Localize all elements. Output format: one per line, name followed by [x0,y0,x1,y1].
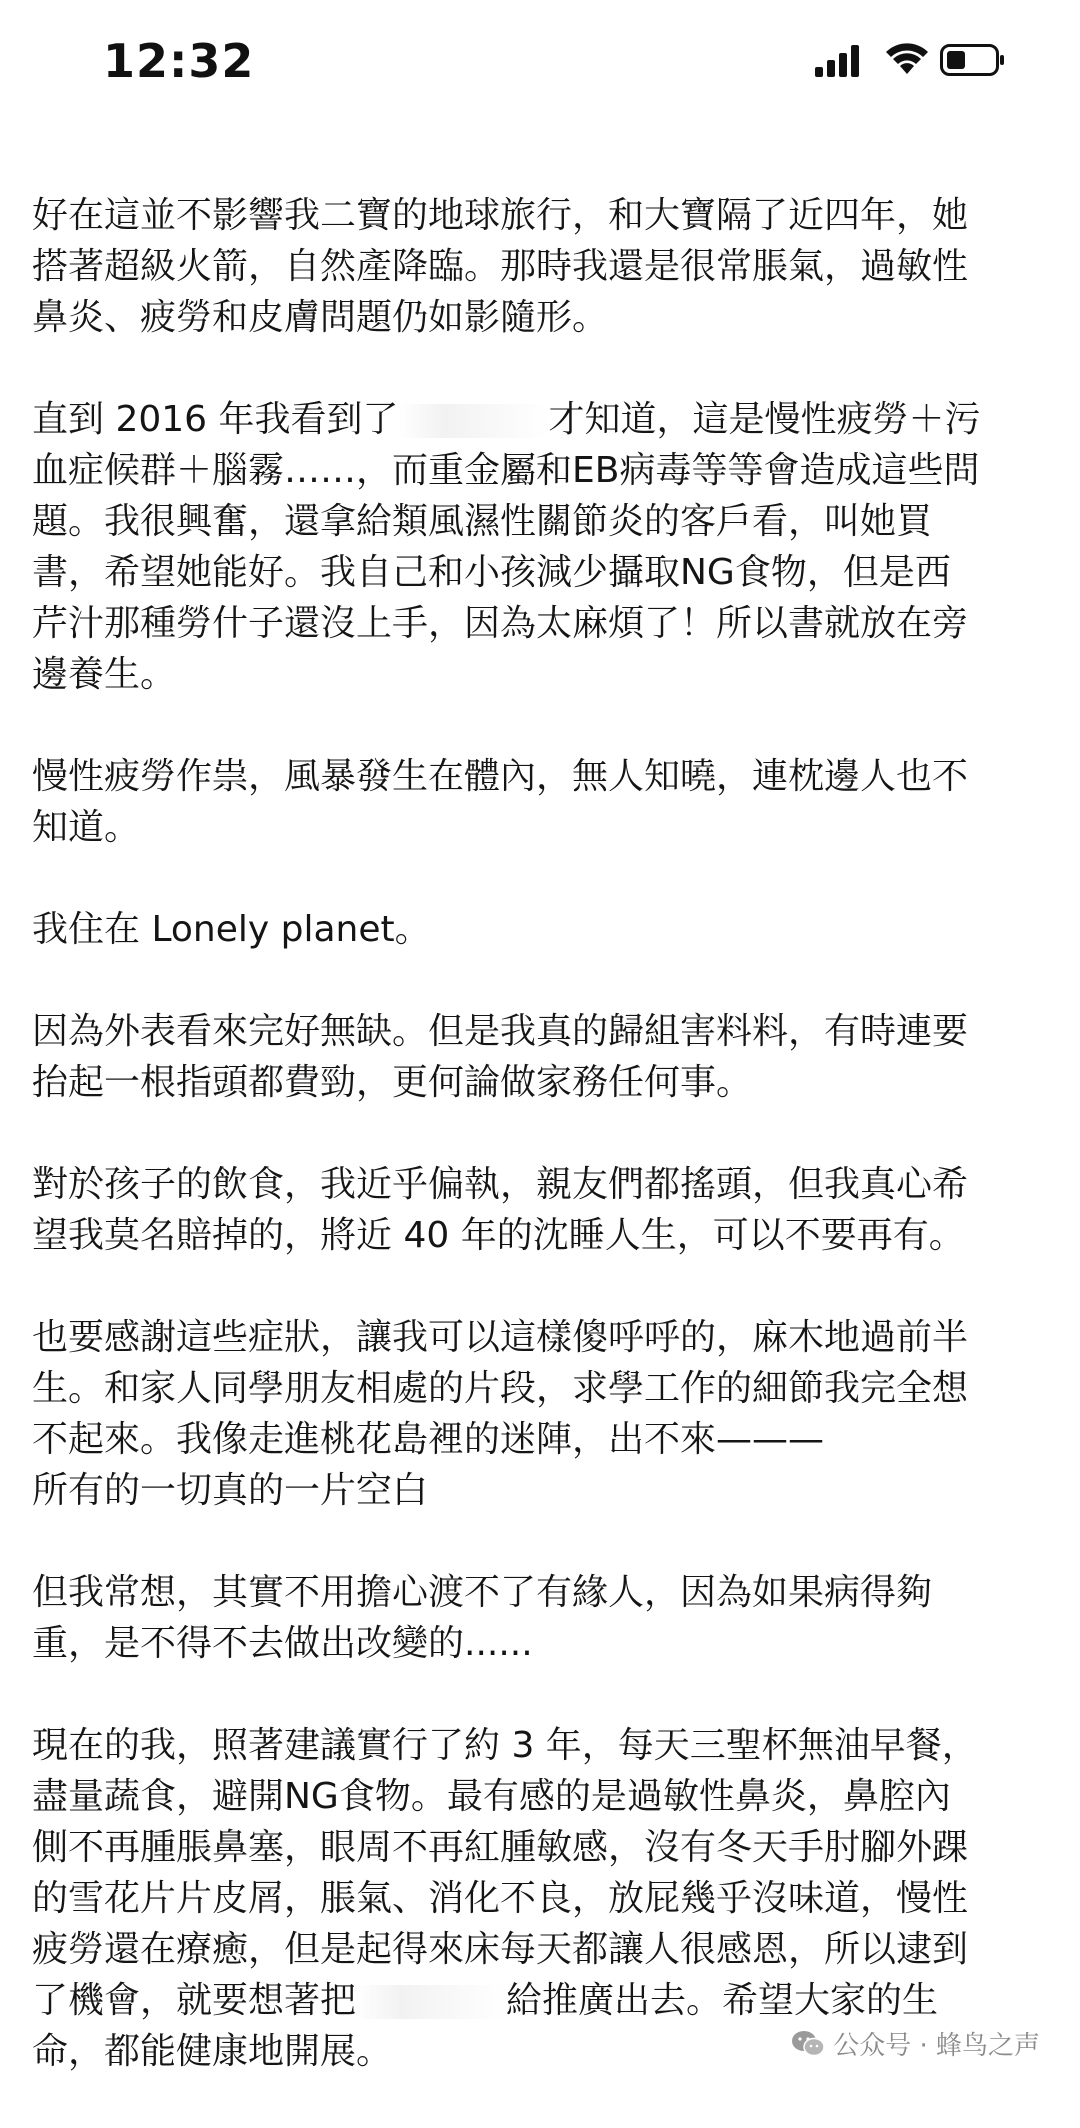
watermark-text: 公众号 · 蜂鸟之声 [833,2031,1040,2061]
redacted-book-title [356,1985,506,2019]
paragraph: 因為外表看來完好無缺。但是我真的歸組害料料，有時連要 抬起一根指頭都費勁，更何論做家務任何事。 [32,1011,969,1103]
wechat-watermark [787,2025,1044,2062]
redacted-book-title [399,404,549,438]
battery-icon [940,44,1006,76]
paragraph: 慢性疲勞作祟，風暴發生在體內，無人知曉，連枕邊人也不 知道。 [32,756,969,848]
paragraph: 直到 2016 年我看到了 才知道，這是慢性疲勞＋污 血症候群＋腦霧……，而重金屬和EB病毒等等會造成這些問 題。我很興奮，還拿給類風濕性關節炎的客戶看，叫她買 書，希望她能好。我自己和小孩減少攝取NG食物，但是西 芹汁那種勞什子還沒上手，因為太麻煩了！所以書就放在旁 邊養生。 [32,399,981,695]
wifi-icon [885,42,929,76]
paragraph: 對於孩子的飲食，我近乎偏執，親友們都搖頭，但我真心希 望我莫名賠掉的，將近 40 年的沈睡人生，可以不要再有。 [32,1164,969,1256]
paragraph: 也要感謝這些症狀，讓我可以這樣傻呼呼的，麻木地過前半 生。和家人同學朋友相處的片段，求學工作的細節我完全想 不起來。我像走進桃花島裡的迷陣，出不來——— 所有的一切真的一片空白 [32,1317,969,1511]
article-body [32,190,1062,2128]
paragraph: 好在這並不影響我二寶的地球旅行，和大寶隔了近四年，她 搭著超級火箭，自然產降臨。那時我還是很常脹氣，過敏性 鼻炎、疲勞和皮膚問題仍如影隨形。 [32,195,969,338]
paragraph: 我住在 Lonely planet。 [32,909,431,950]
status-bar [0,0,1080,115]
clock: 12:32 [103,34,255,88]
paragraph: 現在的我，照著建議實行了約 3 年，每天三聖杯無油早餐， 盡量蔬食，避開NG食物。最有感的是過敏性鼻炎，鼻腔內 側不再腫脹鼻塞，眼周不再紅腫敏感，沒有冬天手肘腳外踝 的雪花片片皮屑，脹氣、消化不良，放屁幾乎沒味道，慢性 疲勞還在療癒，但是起得來床每天都讓人很感恩，所以逮到 了機會，就要想著把 給推廣出去。希望大家的生 命，都能健康地開展。 [32,1725,978,2072]
wechat-icon [791,2030,825,2058]
cellular-signal-icon [815,45,863,77]
paragraph: 但我常想，其實不用擔心渡不了有緣人，因為如果病得夠 重，是不得不去做出改變的...... [32,1572,933,1664]
